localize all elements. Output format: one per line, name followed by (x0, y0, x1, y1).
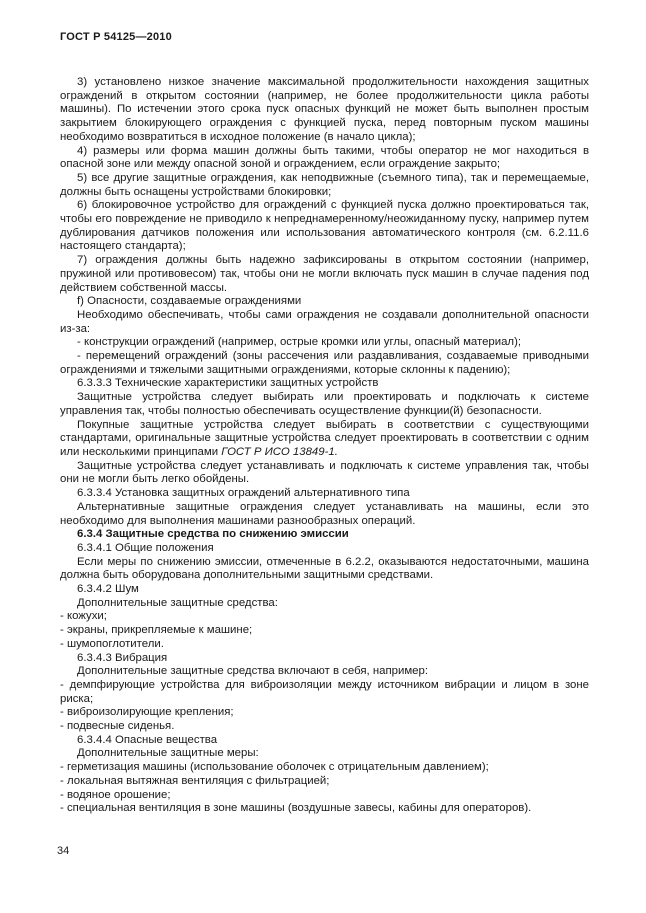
text-run: 6) блокировочное устройство для ограждений с функцией пуска должно проектироваться так, чтобы его повреждение не приводило к непреднамеренному/неожиданному пуску, например путем дублирования датчиков положения или использования автоматического контроля (см. 6.2.11.6 настоящего стандарта); (60, 199, 589, 253)
paragraph (60, 419, 589, 460)
text-run: - виброизолирующие крепления; (60, 706, 234, 719)
paragraph (60, 336, 589, 350)
text-run: Если меры по снижению эмиссии, отмеченные в 6.2.2, оказываются недостаточными, машина должна быть оборудована дополнительными защитными средствами. (60, 555, 589, 582)
text-run: f) Опасности, создаваемые ограждениями (77, 295, 302, 308)
text-run: - конструкции ограждений (например, острые кромки или углы, опасный материал); (77, 336, 522, 349)
text-run: 6.3.3.3 Технические характеристики защитных устройств (77, 377, 379, 390)
text-run: 4) размеры или форма машин должны быть такими, чтобы оператор не мог находиться в опасной зоне или между опасной зоной и ограждением, если ограждение закрыто; (60, 144, 589, 171)
text-run: Защитные устройства следует выбирать или проектировать и подключать к системе управления так, чтобы полностью обеспечивать осуществление функции(й) безопасности. (60, 391, 589, 417)
paragraph (60, 460, 589, 487)
text-run: - кожухи; (60, 610, 107, 623)
paragraph (60, 145, 589, 172)
paragraph (60, 309, 589, 336)
paragraph (60, 583, 589, 597)
page-footer (57, 845, 69, 857)
text-run: Необходимо обеспечивать, чтобы сами ограждения не создавали дополнительной опасности из-за: (60, 308, 589, 335)
text-run: 6.3.4.4 Опасные вещества (77, 733, 218, 746)
text-run: Покупные защитные устройства следует выбирать в соответствии с существующими стандартами, оригинальные защитные устройства следует проектировать в соответствии с одним или несколькими принципами (60, 418, 589, 458)
paragraph (60, 254, 589, 295)
paragraph (60, 556, 589, 583)
text-run: 6.3.4.1 Общие положения (77, 541, 214, 554)
text-run: - локальная вытяжная вентиляция с фильтрацией; (60, 774, 330, 787)
text-run: Дополнительные защитные средства: (77, 596, 278, 609)
paragraph (60, 624, 589, 638)
text-run: 6.3.4.2 Шум (77, 583, 139, 596)
text-run: - специальная вентиляция в зоне машины (воздушные завесы, кабины для операторов). (60, 802, 532, 815)
text-run: Дополнительные защитные средства включают в себя, например: (77, 665, 429, 678)
text-run: - шумопоглотители. (60, 637, 164, 650)
text-run: Защитные устройства следует устанавливать и подключать к системе управления так, чтобы они не могли быть легко обойдены. (60, 459, 589, 486)
paragraph (60, 720, 589, 734)
paragraph (60, 679, 589, 706)
paragraph (60, 597, 589, 611)
text-run: - подвесные сиденья. (60, 720, 175, 733)
paragraph (60, 665, 589, 679)
text-run: - герметизация машины (использование оболочек с отрицательным давлением); (60, 761, 489, 774)
paragraph (60, 350, 589, 377)
paragraph (60, 377, 589, 391)
text-run: 6.3.4 Защитные средства по снижению эмиссии (77, 528, 349, 541)
page-number: 34 (57, 845, 70, 857)
paragraph (60, 501, 589, 528)
text-run: 7) ограждения должны быть надежно зафиксированы в открытом состоянии (например, пружиной или противовесом) так, чтобы они не могли включать пуск машин в случае падения под действием собственной массы. (60, 254, 589, 294)
text-run: Альтернативные защитные ограждения следует устанавливать на машины, если это необходимо для выполнения машинами разнообразных операций. (60, 500, 589, 527)
paragraph (60, 802, 589, 816)
paragraph (60, 789, 589, 803)
paragraph (60, 706, 589, 720)
text-run: ГОСТ Р ИСО 13849-1. (221, 445, 338, 458)
text-run: - демпфирующие устройства для виброизоляции между источником вибрации и лицом в зоне риска; (60, 678, 589, 705)
text-run: 6.3.3.4 Установка защитных ограждений альтернативного типа (77, 487, 410, 500)
paragraph (60, 76, 589, 145)
paragraph (60, 528, 589, 542)
paragraph (60, 199, 589, 254)
paragraph (60, 734, 589, 748)
text-run: - перемещений ограждений (зоны рассечения или раздавливания, создаваемые приводными ограждениями и тяжелыми защитными ограждениями, которые склонны к падению); (60, 350, 589, 376)
paragraph (60, 542, 589, 556)
paragraph (60, 652, 589, 666)
paragraph (60, 761, 589, 775)
paragraph (60, 610, 589, 624)
paragraph (60, 172, 589, 199)
paragraph (60, 747, 589, 761)
page-header (60, 31, 172, 43)
paragraph (60, 487, 589, 501)
text-run: - водяное орошение; (60, 788, 171, 801)
text-run: - экраны, прикрепляемые к машине; (60, 624, 253, 637)
document-number: ГОСТ Р 54125—2010 (60, 31, 172, 43)
text-run: 3) установлено низкое значение максимальной продолжительности нахождения защитных ограждений в открытом состоянии (например, не более продолжительности цикла работы машины). По истечении этого срока пуск опасных функций не может быть выполнен простым закрытием блокирующего ограждения с функцией пуска, перед повторным пуском машины необходимо возвратиться в исходное положение (в начало цикла); (60, 76, 589, 143)
paragraph (60, 638, 589, 652)
document-body (60, 76, 589, 816)
paragraph (60, 775, 589, 789)
text-run: 5) все другие защитные ограждения, как неподвижные (съемного типа), так и перемещаемые, должны быть оснащены устройствами блокировки; (60, 171, 589, 198)
paragraph (60, 391, 589, 418)
text-run: 6.3.4.3 Вибрация (77, 651, 168, 664)
text-run: Дополнительные защитные меры: (77, 747, 259, 760)
paragraph (60, 295, 589, 309)
